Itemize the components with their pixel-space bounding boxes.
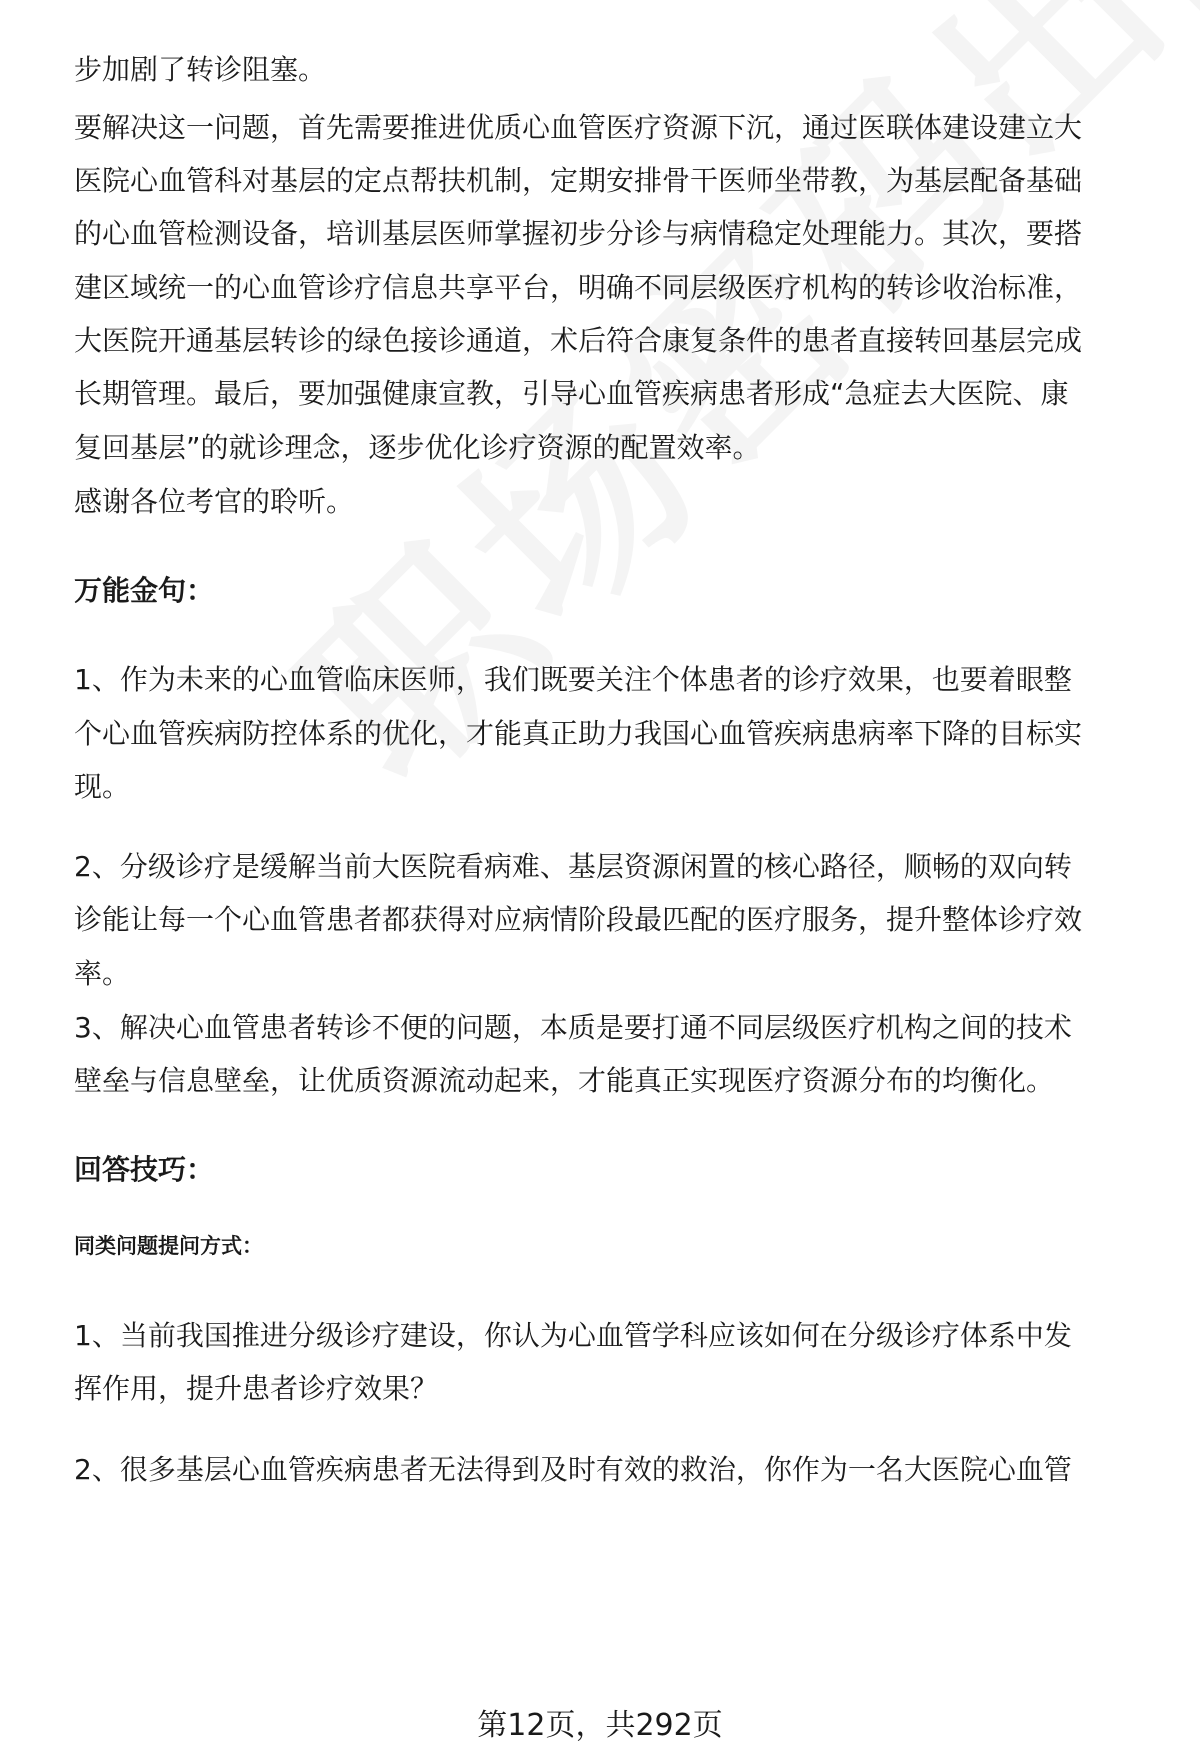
universal-line: 率。: [74, 957, 131, 990]
section-heading-universal: 万能金句：: [74, 574, 215, 607]
paragraph-line: 医院心血管科对基层的定点帮扶机制，定期安排骨干医师坐带教，为基层配备基础: [74, 164, 1083, 197]
paragraph-line: 复回基层”的就诊理念，逐步优化诊疗资源的配置效率。: [74, 431, 761, 464]
paragraph-line: 的心血管检测设备，培训基层医师掌握初步分诊与病情稳定处理能力。其次，要搭: [74, 217, 1083, 250]
subsection-heading: 同类问题提问方式：: [74, 1234, 263, 1258]
universal-line: 2、分级诊疗是缓解当前大医院看病难、基层资源闲置的核心路径，顺畅的双向转: [74, 850, 1072, 883]
universal-line: 诊能让每一个心血管患者都获得对应病情阶段最匹配的医疗服务，提升整体诊疗效: [74, 903, 1083, 936]
tips-line: 挥作用，提升患者诊疗效果？: [74, 1372, 439, 1405]
universal-line: 个心血管疾病防控体系的优化，才能真正助力我国心血管疾病患病率下降的目标实: [74, 717, 1083, 750]
section-heading-tips: 回答技巧：: [74, 1153, 215, 1186]
page-number: 第12页，共292页: [477, 1708, 723, 1743]
universal-line: 3、解决心血管患者转诊不便的问题，本质是要打通不同层级医疗机构之间的技术: [74, 1011, 1072, 1044]
paragraph-line: 建区域统一的心血管诊疗信息共享平台，明确不同层级医疗机构的转诊收治标准，: [74, 271, 1083, 304]
paragraph-line: 步加剧了转诊阻塞。: [74, 53, 327, 86]
universal-line: 壁垒与信息壁垒，让优质资源流动起来，才能真正实现医疗资源分布的均衡化。: [74, 1064, 1055, 1097]
universal-line: 现。: [74, 770, 131, 803]
universal-line: 1、作为未来的心血管临床医师，我们既要关注个体患者的诊疗效果，也要着眼整: [74, 663, 1072, 696]
tips-line: 1、当前我国推进分级诊疗建设，你认为心血管学科应该如何在分级诊疗体系中发: [74, 1319, 1072, 1352]
paragraph-line: 要解决这一问题，首先需要推进优质心血管医疗资源下沉，通过医联体建设建立大: [74, 111, 1083, 144]
paragraph-line: 感谢各位考官的聆听。: [74, 485, 355, 518]
tips-line: 2、很多基层心血管疾病患者无法得到及时有效的救治，你作为一名大医院心血管: [74, 1453, 1072, 1486]
paragraph-line: 大医院开通基层转诊的绿色接诊通道，术后符合康复条件的患者直接转回基层完成: [74, 324, 1083, 357]
paragraph-line: 长期管理。最后，要加强健康宣教，引导心血管疾病患者形成“急症去大医院、康: [74, 377, 1069, 410]
